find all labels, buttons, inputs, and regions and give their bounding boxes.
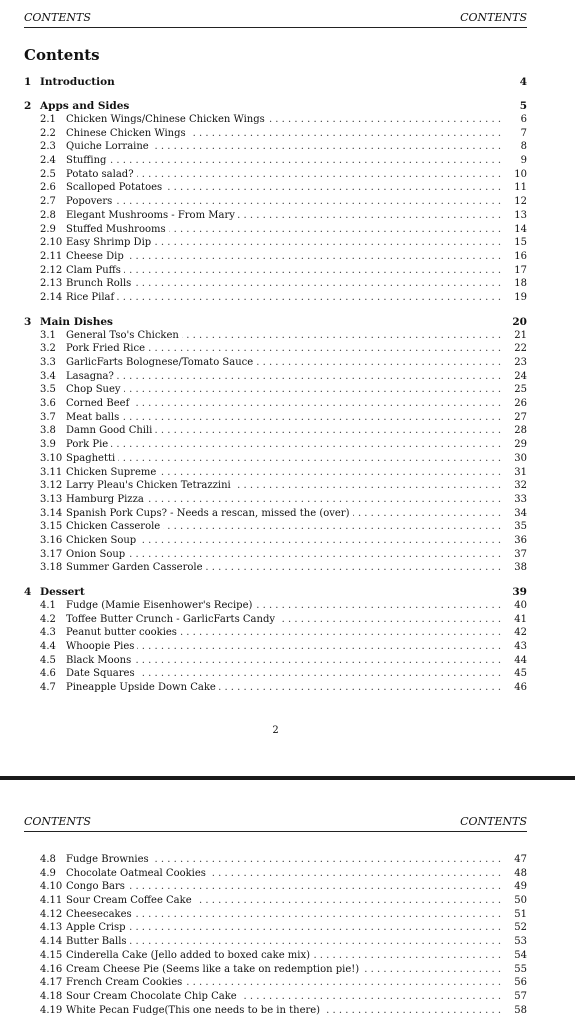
toc-entry-number: 2.4 <box>40 155 56 167</box>
toc-entry-number: 3.8 <box>40 425 56 437</box>
toc-entry[interactable] <box>24 452 527 466</box>
toc-entry-title-text: GarlicFarts Bolognese/Tomato Sauce <box>66 357 256 368</box>
toc-entry-title <box>66 507 507 521</box>
toc-entry-title <box>66 452 507 466</box>
toc-entry-title <box>66 250 507 264</box>
toc-entry-title-text: Damn Good Chili <box>66 425 155 436</box>
toc-entry-number: 3.13 <box>40 493 63 505</box>
table-of-contents <box>24 75 527 695</box>
toc-entry-number: 4.2 <box>40 613 56 625</box>
toc-entry[interactable] <box>24 209 527 223</box>
toc-entry-page: 7 <box>520 127 527 139</box>
toc-entry-page: 31 <box>514 466 527 478</box>
toc-entry-number: 4.18 <box>40 990 63 1002</box>
toc-entry-page: 16 <box>514 250 527 262</box>
toc-entry-title-text: Stuffed Mushrooms <box>66 224 169 235</box>
toc-entry-number: 4.14 <box>40 936 63 948</box>
toc-entry-number: 2.9 <box>40 223 56 235</box>
toc-entry[interactable] <box>24 370 527 384</box>
toc-entry-number: 3.12 <box>40 480 63 492</box>
toc-entry-title-text: Chop Suey <box>66 384 124 395</box>
toc-entry-number: 2.5 <box>40 168 56 180</box>
toc-entry-page: 28 <box>514 425 527 437</box>
toc-section-number: 2 <box>24 100 32 112</box>
toc-entry-title <box>66 493 507 507</box>
toc-entry-title-text: Cinderella Cake (Jello added to boxed cake mix) <box>66 950 313 961</box>
toc-entry-number: 2.11 <box>40 250 63 262</box>
toc-entry-title-text: Meat balls <box>66 412 122 423</box>
toc-entry-title <box>66 935 507 949</box>
toc-entry-title-text: Congo Bars <box>66 881 128 892</box>
toc-entry-title <box>66 195 507 209</box>
toc-entry[interactable] <box>24 963 527 977</box>
toc-entry-title <box>66 127 507 141</box>
toc-entry-number: 2.1 <box>40 114 56 125</box>
toc-entry[interactable] <box>24 853 527 867</box>
toc-entry-title <box>66 383 507 397</box>
toc-entry[interactable] <box>24 181 527 195</box>
toc-entry-number: 3.6 <box>40 398 56 410</box>
running-header <box>24 815 527 832</box>
toc-entry[interactable] <box>24 626 527 640</box>
toc-entry-number: 4.5 <box>40 654 56 666</box>
toc-entry-page: 33 <box>514 493 527 505</box>
toc-entry-number: 3.1 <box>40 329 56 341</box>
toc-section-page: 20 <box>512 315 527 328</box>
toc-entry-title-text: Larry Pleau's Chicken Tetrazzini <box>66 480 234 491</box>
toc-entry-page: 18 <box>514 278 527 290</box>
toc-entry-page: 22 <box>514 343 527 355</box>
toc-entry-page: 15 <box>514 237 527 249</box>
toc-entry-page: 17 <box>514 264 527 276</box>
toc-entry-title-text: Brunch Rolls <box>66 278 134 289</box>
toc-section-number: 1 <box>24 76 32 88</box>
toc-entry-title <box>66 209 507 223</box>
toc-entry-page: 6 <box>520 114 527 125</box>
toc-entry[interactable] <box>24 264 527 278</box>
toc-entry-title <box>66 921 507 935</box>
toc-entry-title <box>66 168 507 182</box>
toc-entry-number: 3.16 <box>40 534 63 546</box>
toc-entry-number: 2.7 <box>40 196 56 208</box>
toc-entry-title-text: Whoopie Pies <box>66 641 137 652</box>
page-number: 2 <box>272 725 279 736</box>
table-of-contents-continued <box>24 853 527 1017</box>
toc-entry-title <box>66 140 507 154</box>
header-right: CONTENTS <box>460 11 527 24</box>
toc-entry[interactable] <box>24 908 527 922</box>
toc-entry-number: 2.10 <box>40 237 63 249</box>
header-left: CONTENTS <box>24 11 91 24</box>
toc-entry-page: 58 <box>514 1004 527 1016</box>
toc-entry[interactable] <box>24 990 527 1004</box>
toc-entry-page: 42 <box>514 627 527 639</box>
toc-entry-title <box>66 654 507 668</box>
toc-entry-page: 12 <box>514 196 527 208</box>
toc-entry-title-text: Cheese Dip <box>66 251 127 262</box>
toc-entry[interactable] <box>24 613 527 627</box>
toc-entry-number: 4.17 <box>40 977 63 989</box>
header-right: CONTENTS <box>460 815 527 828</box>
toc-entry-title <box>66 681 507 695</box>
toc-entry-page: 48 <box>514 867 527 879</box>
toc-entry-number: 3.5 <box>40 384 56 396</box>
toc-entry[interactable] <box>24 599 527 613</box>
header-left: CONTENTS <box>24 815 91 828</box>
toc-entry-number: 3.18 <box>40 562 63 574</box>
toc-entry-title-text: Spaghetti <box>66 453 118 464</box>
toc-section-page: 4 <box>519 76 527 88</box>
toc-entry-title-text: Date Squares <box>66 668 138 679</box>
toc-entry-title-text: Lasagna? <box>66 371 117 382</box>
toc-entry-number: 2.6 <box>40 182 56 194</box>
toc-entry-title <box>66 223 507 237</box>
toc-entry-page: 41 <box>514 613 527 625</box>
toc-entry-title <box>66 867 507 881</box>
toc-entry-title <box>66 154 507 168</box>
toc-entry-number: 3.7 <box>40 411 56 423</box>
toc-entry-page: 46 <box>514 682 527 694</box>
toc-entry-number: 3.15 <box>40 521 63 533</box>
toc-entry-title <box>66 236 507 250</box>
toc-entry[interactable] <box>24 342 527 356</box>
toc-entry[interactable] <box>24 520 527 534</box>
toc-entry-number: 4.16 <box>40 963 63 975</box>
toc-entry-title-text: Chicken Casserole <box>66 521 163 532</box>
toc-entry[interactable] <box>24 1004 527 1018</box>
section-gap <box>24 575 527 585</box>
toc-entry[interactable] <box>24 640 527 654</box>
toc-entry-page: 56 <box>514 977 527 989</box>
toc-entry-title-text: White Pecan Fudge(This one needs to be in there) <box>66 1005 323 1016</box>
toc-entry-number: 3.14 <box>40 507 63 519</box>
toc-entry-title-text: Sour Cream Chocolate Chip Cake <box>66 991 240 1002</box>
toc-entry[interactable] <box>24 654 527 668</box>
toc-entry-title <box>66 548 507 562</box>
toc-entry-page: 37 <box>514 548 527 560</box>
toc-entry-title <box>66 613 507 627</box>
toc-entry-number: 2.3 <box>40 141 56 153</box>
toc-entry[interactable] <box>24 291 527 305</box>
toc-entry-title-text: Corned Beef <box>66 398 132 409</box>
toc-entry-number: 2.12 <box>40 264 63 276</box>
toc-entry[interactable] <box>24 411 527 425</box>
toc-entry-page: 19 <box>514 291 527 303</box>
toc-entry[interactable] <box>24 140 527 154</box>
toc-entry-title-text: Easy Shrimp Dip <box>66 237 154 248</box>
contents-title: Contents <box>24 46 100 64</box>
toc-entry-title <box>66 534 507 548</box>
toc-entry-title-text: Pineapple Upside Down Cake <box>66 682 219 693</box>
toc-entry[interactable] <box>24 507 527 521</box>
toc-entry[interactable] <box>24 534 527 548</box>
toc-section-page: 39 <box>512 586 527 598</box>
toc-entry-title <box>66 908 507 922</box>
toc-entry-title-text: Black Moons <box>66 655 134 666</box>
toc-entry-title-text: Apple Crisp <box>66 922 128 933</box>
toc-entry-title-text: Summer Garden Casserole <box>66 562 206 573</box>
toc-entry[interactable] <box>24 397 527 411</box>
toc-entry-title-text: Pork Fried Rice <box>66 343 148 354</box>
toc-entry-page: 50 <box>514 895 527 907</box>
toc-entry-number: 4.15 <box>40 949 63 961</box>
toc-entry[interactable] <box>24 561 527 575</box>
toc-entry-title <box>66 667 507 681</box>
section-gap <box>24 305 527 315</box>
toc-entry[interactable] <box>24 223 527 237</box>
toc-entry-page: 24 <box>514 370 527 382</box>
toc-entry-number: 3.17 <box>40 548 63 560</box>
toc-entry-page: 38 <box>514 562 527 574</box>
toc-entry-title-text: Rice Pilaf <box>66 292 117 303</box>
toc-entry[interactable] <box>24 880 527 894</box>
toc-entry-title <box>66 181 507 195</box>
toc-entry-page: 51 <box>514 908 527 920</box>
toc-entry-title <box>66 520 507 534</box>
toc-entry-number: 3.10 <box>40 452 63 464</box>
toc-entry-title <box>66 640 507 654</box>
toc-entry-page: 27 <box>514 411 527 423</box>
toc-entry-number: 4.13 <box>40 922 63 934</box>
toc-entry-title <box>66 990 507 1004</box>
toc-entry-title <box>66 277 507 291</box>
toc-entry[interactable] <box>24 329 527 343</box>
toc-entry-number: 4.7 <box>40 682 56 694</box>
toc-entry-title <box>66 397 507 411</box>
toc-entry-number: 2.13 <box>40 278 63 290</box>
toc-entry-title-text: Cream Cheese Pie (Seems like a take on redemption pie!) <box>66 964 362 975</box>
toc-entry-title <box>66 466 507 480</box>
toc-entry[interactable] <box>24 195 527 209</box>
toc-entry[interactable] <box>24 438 527 452</box>
toc-section[interactable] <box>24 315 527 329</box>
toc-entry-page: 44 <box>514 654 527 666</box>
toc-entry-number: 3.9 <box>40 439 56 451</box>
toc-entry-page: 47 <box>514 854 527 865</box>
toc-entry[interactable] <box>24 667 527 681</box>
toc-entry-title-text: Toffee Butter Crunch - GarlicFarts Candy <box>66 614 278 625</box>
toc-entry-number: 2.8 <box>40 209 56 221</box>
toc-entry-number: 4.19 <box>40 1004 63 1016</box>
toc-entry[interactable] <box>24 356 527 370</box>
toc-entry-title-text: Elegant Mushrooms - From Mary <box>66 210 238 221</box>
toc-section[interactable] <box>24 75 527 89</box>
toc-entry-title-text: Chicken Supreme <box>66 467 159 478</box>
toc-section-title: Apps and Sides <box>40 100 130 112</box>
toc-entry-title-text: Chocolate Oatmeal Cookies <box>66 868 209 879</box>
toc-entry-title-text: Potato salad? <box>66 169 137 180</box>
toc-entry-number: 2.2 <box>40 127 56 139</box>
toc-section-number: 4 <box>24 586 32 598</box>
toc-entry[interactable] <box>24 479 527 493</box>
toc-entry[interactable] <box>24 949 527 963</box>
toc-entry[interactable] <box>24 168 527 182</box>
toc-entry-title <box>66 1004 507 1018</box>
toc-entry-page: 23 <box>514 357 527 368</box>
toc-entry-number: 4.11 <box>40 895 63 907</box>
toc-entry-title-text: Clam Puffs <box>66 265 124 276</box>
toc-entry-title-text: Stuffing <box>66 155 109 166</box>
toc-entry-title <box>66 411 507 425</box>
toc-entry-number: 4.8 <box>40 854 56 865</box>
toc-entry[interactable] <box>24 935 527 949</box>
toc-section-title: Introduction <box>40 76 115 88</box>
toc-entry[interactable] <box>24 277 527 291</box>
toc-section-page: 5 <box>519 100 527 112</box>
toc-entry[interactable] <box>24 383 527 397</box>
toc-entry-title <box>66 599 507 613</box>
toc-entry-title <box>66 880 507 894</box>
toc-entry-title-text: Chicken Soup <box>66 535 139 546</box>
toc-entry-title-text: Pork Pie <box>66 439 111 450</box>
toc-entry[interactable] <box>24 236 527 250</box>
toc-entry-title-text: French Cream Cookies <box>66 977 185 988</box>
toc-entry-title-text: Scalloped Potatoes <box>66 182 165 193</box>
toc-entry-title-text: Fudge Brownies <box>66 854 152 865</box>
toc-entry-number: 3.4 <box>40 370 56 382</box>
toc-entry-title <box>66 356 507 370</box>
toc-entry-page: 34 <box>514 507 527 519</box>
toc-entry-page: 13 <box>514 209 527 221</box>
toc-entry-page: 35 <box>514 521 527 533</box>
toc-entry-page: 11 <box>514 182 527 194</box>
toc-entry-title <box>66 626 507 640</box>
toc-entry-title-text: Cheesecakes <box>66 909 135 920</box>
toc-entry-page: 14 <box>514 223 527 235</box>
toc-entry-title <box>66 291 507 305</box>
toc-entry-page: 49 <box>514 881 527 893</box>
toc-entry-title <box>66 264 507 278</box>
toc-entry-title-text: Quiche Lorraine <box>66 141 152 152</box>
toc-entry-title-text: Chicken Wings/Chinese Chicken Wings <box>66 114 268 125</box>
toc-entry[interactable] <box>24 548 527 562</box>
toc-entry-title-text: Hamburg Pizza <box>66 494 147 505</box>
toc-entry-title-text: Spanish Pork Cups? - Needs a rescan, missed the (over) <box>66 508 353 519</box>
toc-entry-number: 4.1 <box>40 600 56 611</box>
toc-entry-title <box>66 976 507 990</box>
toc-entry[interactable] <box>24 250 527 264</box>
toc-entry-page: 32 <box>514 480 527 492</box>
toc-entry-page: 55 <box>514 963 527 975</box>
toc-entry[interactable] <box>24 154 527 168</box>
toc-entry[interactable] <box>24 867 527 881</box>
toc-entry-title <box>66 949 507 963</box>
toc-entry-title-text: Sour Cream Coffee Cake <box>66 895 195 906</box>
toc-entry-number: 4.12 <box>40 908 63 920</box>
toc-entry-title <box>66 853 507 867</box>
toc-entry-number: 4.4 <box>40 641 56 653</box>
toc-entry-page: 10 <box>514 168 527 180</box>
toc-entry-number: 3.11 <box>40 466 63 478</box>
toc-entry[interactable] <box>24 976 527 990</box>
toc-entry-page: 25 <box>514 384 527 396</box>
toc-entry-page: 8 <box>520 141 527 153</box>
toc-entry-number: 4.6 <box>40 668 56 680</box>
toc-entry[interactable] <box>24 424 527 438</box>
toc-entry-title-text: Butter Balls <box>66 936 130 947</box>
toc-entry-number: 3.3 <box>40 357 56 368</box>
toc-entry-page: 40 <box>514 600 527 611</box>
toc-entry[interactable] <box>24 466 527 480</box>
toc-entry[interactable] <box>24 493 527 507</box>
document-page-2 <box>0 780 575 1023</box>
toc-entry-title <box>66 561 507 575</box>
toc-entry[interactable] <box>24 127 527 141</box>
toc-entry-number: 4.10 <box>40 881 63 893</box>
toc-entry[interactable] <box>24 681 527 695</box>
toc-entry[interactable] <box>24 921 527 935</box>
toc-entry-title <box>66 479 507 493</box>
toc-section-title: Dessert <box>40 586 85 598</box>
toc-entry-number: 4.3 <box>40 627 56 639</box>
toc-entry-title-text: Onion Soup <box>66 549 128 560</box>
toc-entry-page: 9 <box>520 155 527 167</box>
toc-entry-title <box>66 113 507 127</box>
toc-entry-page: 43 <box>514 641 527 653</box>
toc-entry-page: 26 <box>514 398 527 410</box>
toc-entry[interactable] <box>24 113 527 127</box>
toc-entry-title-text: Chinese Chicken Wings <box>66 128 189 139</box>
toc-entry-title <box>66 342 507 356</box>
toc-entry-title-text: General Tso's Chicken <box>66 330 182 341</box>
toc-entry-number: 4.9 <box>40 867 56 879</box>
toc-entry-number: 3.2 <box>40 343 56 355</box>
toc-section-number: 3 <box>24 315 32 328</box>
toc-entry-title-text: Fudge (Mamie Eisenhower's Recipe) <box>66 600 255 611</box>
toc-entry-page: 53 <box>514 936 527 948</box>
section-gap <box>24 89 527 99</box>
toc-entry-title <box>66 370 507 384</box>
toc-entry-page: 45 <box>514 668 527 680</box>
toc-entry-number: 2.14 <box>40 291 63 303</box>
toc-entry-page: 54 <box>514 949 527 961</box>
toc-entry-title <box>66 329 507 343</box>
toc-section[interactable] <box>24 99 527 113</box>
toc-entry-title-text: Popovers <box>66 196 115 207</box>
toc-section-title: Main Dishes <box>40 315 113 328</box>
toc-entry-page: 52 <box>514 922 527 934</box>
toc-entry[interactable] <box>24 894 527 908</box>
toc-entry-title <box>66 963 507 977</box>
toc-entry-page: 57 <box>514 990 527 1002</box>
toc-section[interactable] <box>24 585 527 599</box>
toc-entry-page: 36 <box>514 534 527 546</box>
toc-entry-title <box>66 894 507 908</box>
toc-entry-title <box>66 424 507 438</box>
toc-entry-title <box>66 438 507 452</box>
toc-entry-title-text: Peanut butter cookies <box>66 627 180 638</box>
running-header <box>24 11 527 28</box>
toc-entry-page: 29 <box>514 439 527 451</box>
toc-entry-page: 30 <box>514 452 527 464</box>
toc-entry-page: 21 <box>514 329 527 341</box>
